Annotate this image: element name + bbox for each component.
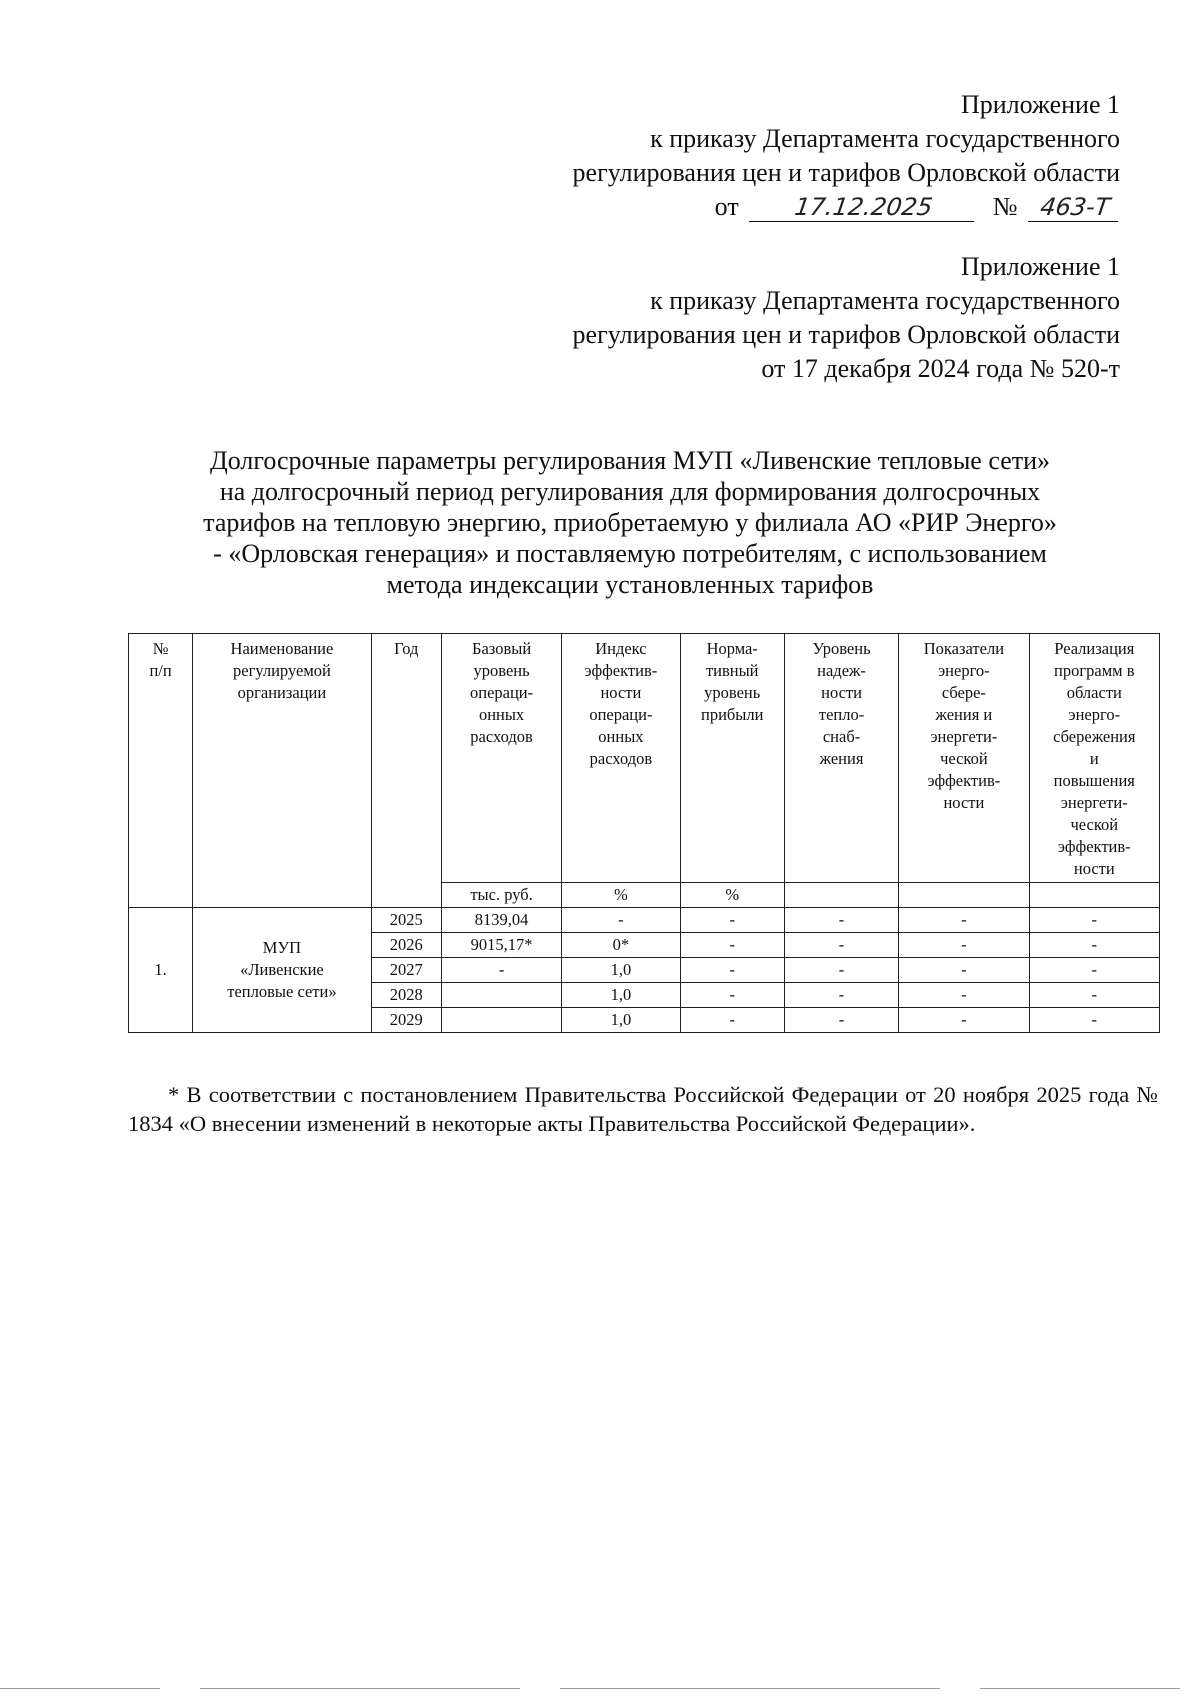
header-cell-energy-saving: Показатели энерго- сбере- жения и энергети- ческой эффектив- ности: [899, 634, 1029, 883]
table-row: [129, 908, 1160, 933]
cell-index: -: [562, 908, 680, 933]
cell-program: -: [1029, 1008, 1159, 1033]
cell-program: -: [1029, 908, 1159, 933]
handwritten-date: 17.12.2025: [749, 193, 978, 222]
title-line: - «Орловская генерация» и поставляемую потребителям, с использованием: [213, 539, 1047, 568]
scan-artifact-line: [0, 1688, 160, 1689]
title-line: Долгосрочные параметры регулирования МУП «Ливенские тепловые сети»: [209, 446, 1051, 475]
appendix-title: Приложение 1: [960, 252, 1120, 281]
from-label: от: [714, 192, 739, 221]
handwritten-number: 463-Т: [1028, 193, 1122, 222]
header-cell-efficiency-index: Индекс эффектив- ности операци- онных расходов: [562, 634, 680, 883]
title-line: метода индексации установленных тарифов: [386, 570, 874, 599]
cell-index: 1,0: [562, 983, 680, 1008]
scan-artifact-line: [560, 1688, 940, 1689]
footnote: * В соответствии с постановлением Правительства Российской Федерации от 20 ноября 2025 года № 1834 «О внесении изменений в некоторые акты Правительства Российской Федерации».: [128, 1082, 1158, 1136]
appendix-department-line: регулирования цен и тарифов Орловской области: [572, 158, 1120, 187]
header-cell-organization: Наименование регулируемой организации: [193, 634, 372, 908]
appendix-date-number-line: от 17 декабря 2024 года № 520-т: [761, 354, 1120, 383]
appendix-department-line: регулирования цен и тарифов Орловской области: [572, 320, 1120, 349]
appendix-order-line: к приказу Департамента государственного: [650, 124, 1120, 153]
appendix-date-number-line: [573, 190, 1120, 224]
cell-year: 2025: [371, 908, 441, 933]
cell-reliability: -: [784, 958, 898, 983]
scan-artifact-line: [200, 1688, 520, 1689]
unit-energy: [899, 883, 1029, 908]
cell-energy: -: [899, 1008, 1029, 1033]
organization-name: МУП «Ливенские тепловые сети»: [193, 908, 372, 1033]
unit-profit: %: [680, 883, 784, 908]
unit-program: [1029, 883, 1159, 908]
cell-profit: -: [680, 908, 784, 933]
title-line: тарифов на тепловую энергию, приобретаемую у филиала АО «РИР Энерго»: [203, 508, 1057, 537]
header-cell-year: Год: [371, 634, 441, 908]
appendix-header-old: [573, 250, 1120, 386]
cell-index: 1,0: [562, 958, 680, 983]
cell-index: 0*: [562, 933, 680, 958]
cell-base: 9015,17*: [441, 933, 561, 958]
cell-base: [441, 1008, 561, 1033]
cell-profit: -: [680, 958, 784, 983]
cell-index: 1,0: [562, 1008, 680, 1033]
header-cell-number: № п/п: [129, 634, 193, 908]
appendix-header-new: [573, 88, 1120, 224]
cell-year: 2029: [371, 1008, 441, 1033]
appendix-title: Приложение 1: [960, 90, 1120, 119]
regulation-parameters-table: [128, 633, 1160, 1033]
document-title: [150, 445, 1110, 600]
cell-profit: -: [680, 933, 784, 958]
cell-reliability: -: [784, 983, 898, 1008]
cell-program: -: [1029, 933, 1159, 958]
cell-year: 2027: [371, 958, 441, 983]
header-cell-profit-level: Норма- тивный уровень прибыли: [680, 634, 784, 883]
unit-reliability: [784, 883, 898, 908]
row-number: 1.: [129, 908, 193, 1033]
cell-year: 2028: [371, 983, 441, 1008]
cell-profit: -: [680, 983, 784, 1008]
cell-base: 8139,04: [441, 908, 561, 933]
cell-base: [441, 983, 561, 1008]
cell-program: -: [1029, 958, 1159, 983]
cell-energy: -: [899, 983, 1029, 1008]
unit-index: %: [562, 883, 680, 908]
appendix-order-line: к приказу Департамента государственного: [650, 286, 1120, 315]
cell-reliability: -: [784, 1008, 898, 1033]
cell-year: 2026: [371, 933, 441, 958]
cell-program: -: [1029, 983, 1159, 1008]
unit-base-level: тыс. руб.: [441, 883, 561, 908]
cell-energy: -: [899, 958, 1029, 983]
cell-reliability: -: [784, 933, 898, 958]
cell-energy: -: [899, 908, 1029, 933]
cell-energy: -: [899, 933, 1029, 958]
cell-reliability: -: [784, 908, 898, 933]
header-cell-energy-programs: Реализация программ в области энерго- сбережения и повышения энергети- ческой эффектив- ности: [1029, 634, 1159, 883]
scan-artifact-line: [980, 1688, 1180, 1689]
header-cell-reliability: Уровень надеж- ности тепло- снаб- жения: [784, 634, 898, 883]
cell-base: -: [441, 958, 561, 983]
number-label: №: [992, 192, 1018, 221]
table-header-row: [129, 634, 1160, 883]
title-line: на долгосрочный период регулирования для формирования долгосрочных: [219, 477, 1041, 506]
header-cell-base-level: Базовый уровень операци- онных расходов: [441, 634, 561, 883]
cell-profit: -: [680, 1008, 784, 1033]
